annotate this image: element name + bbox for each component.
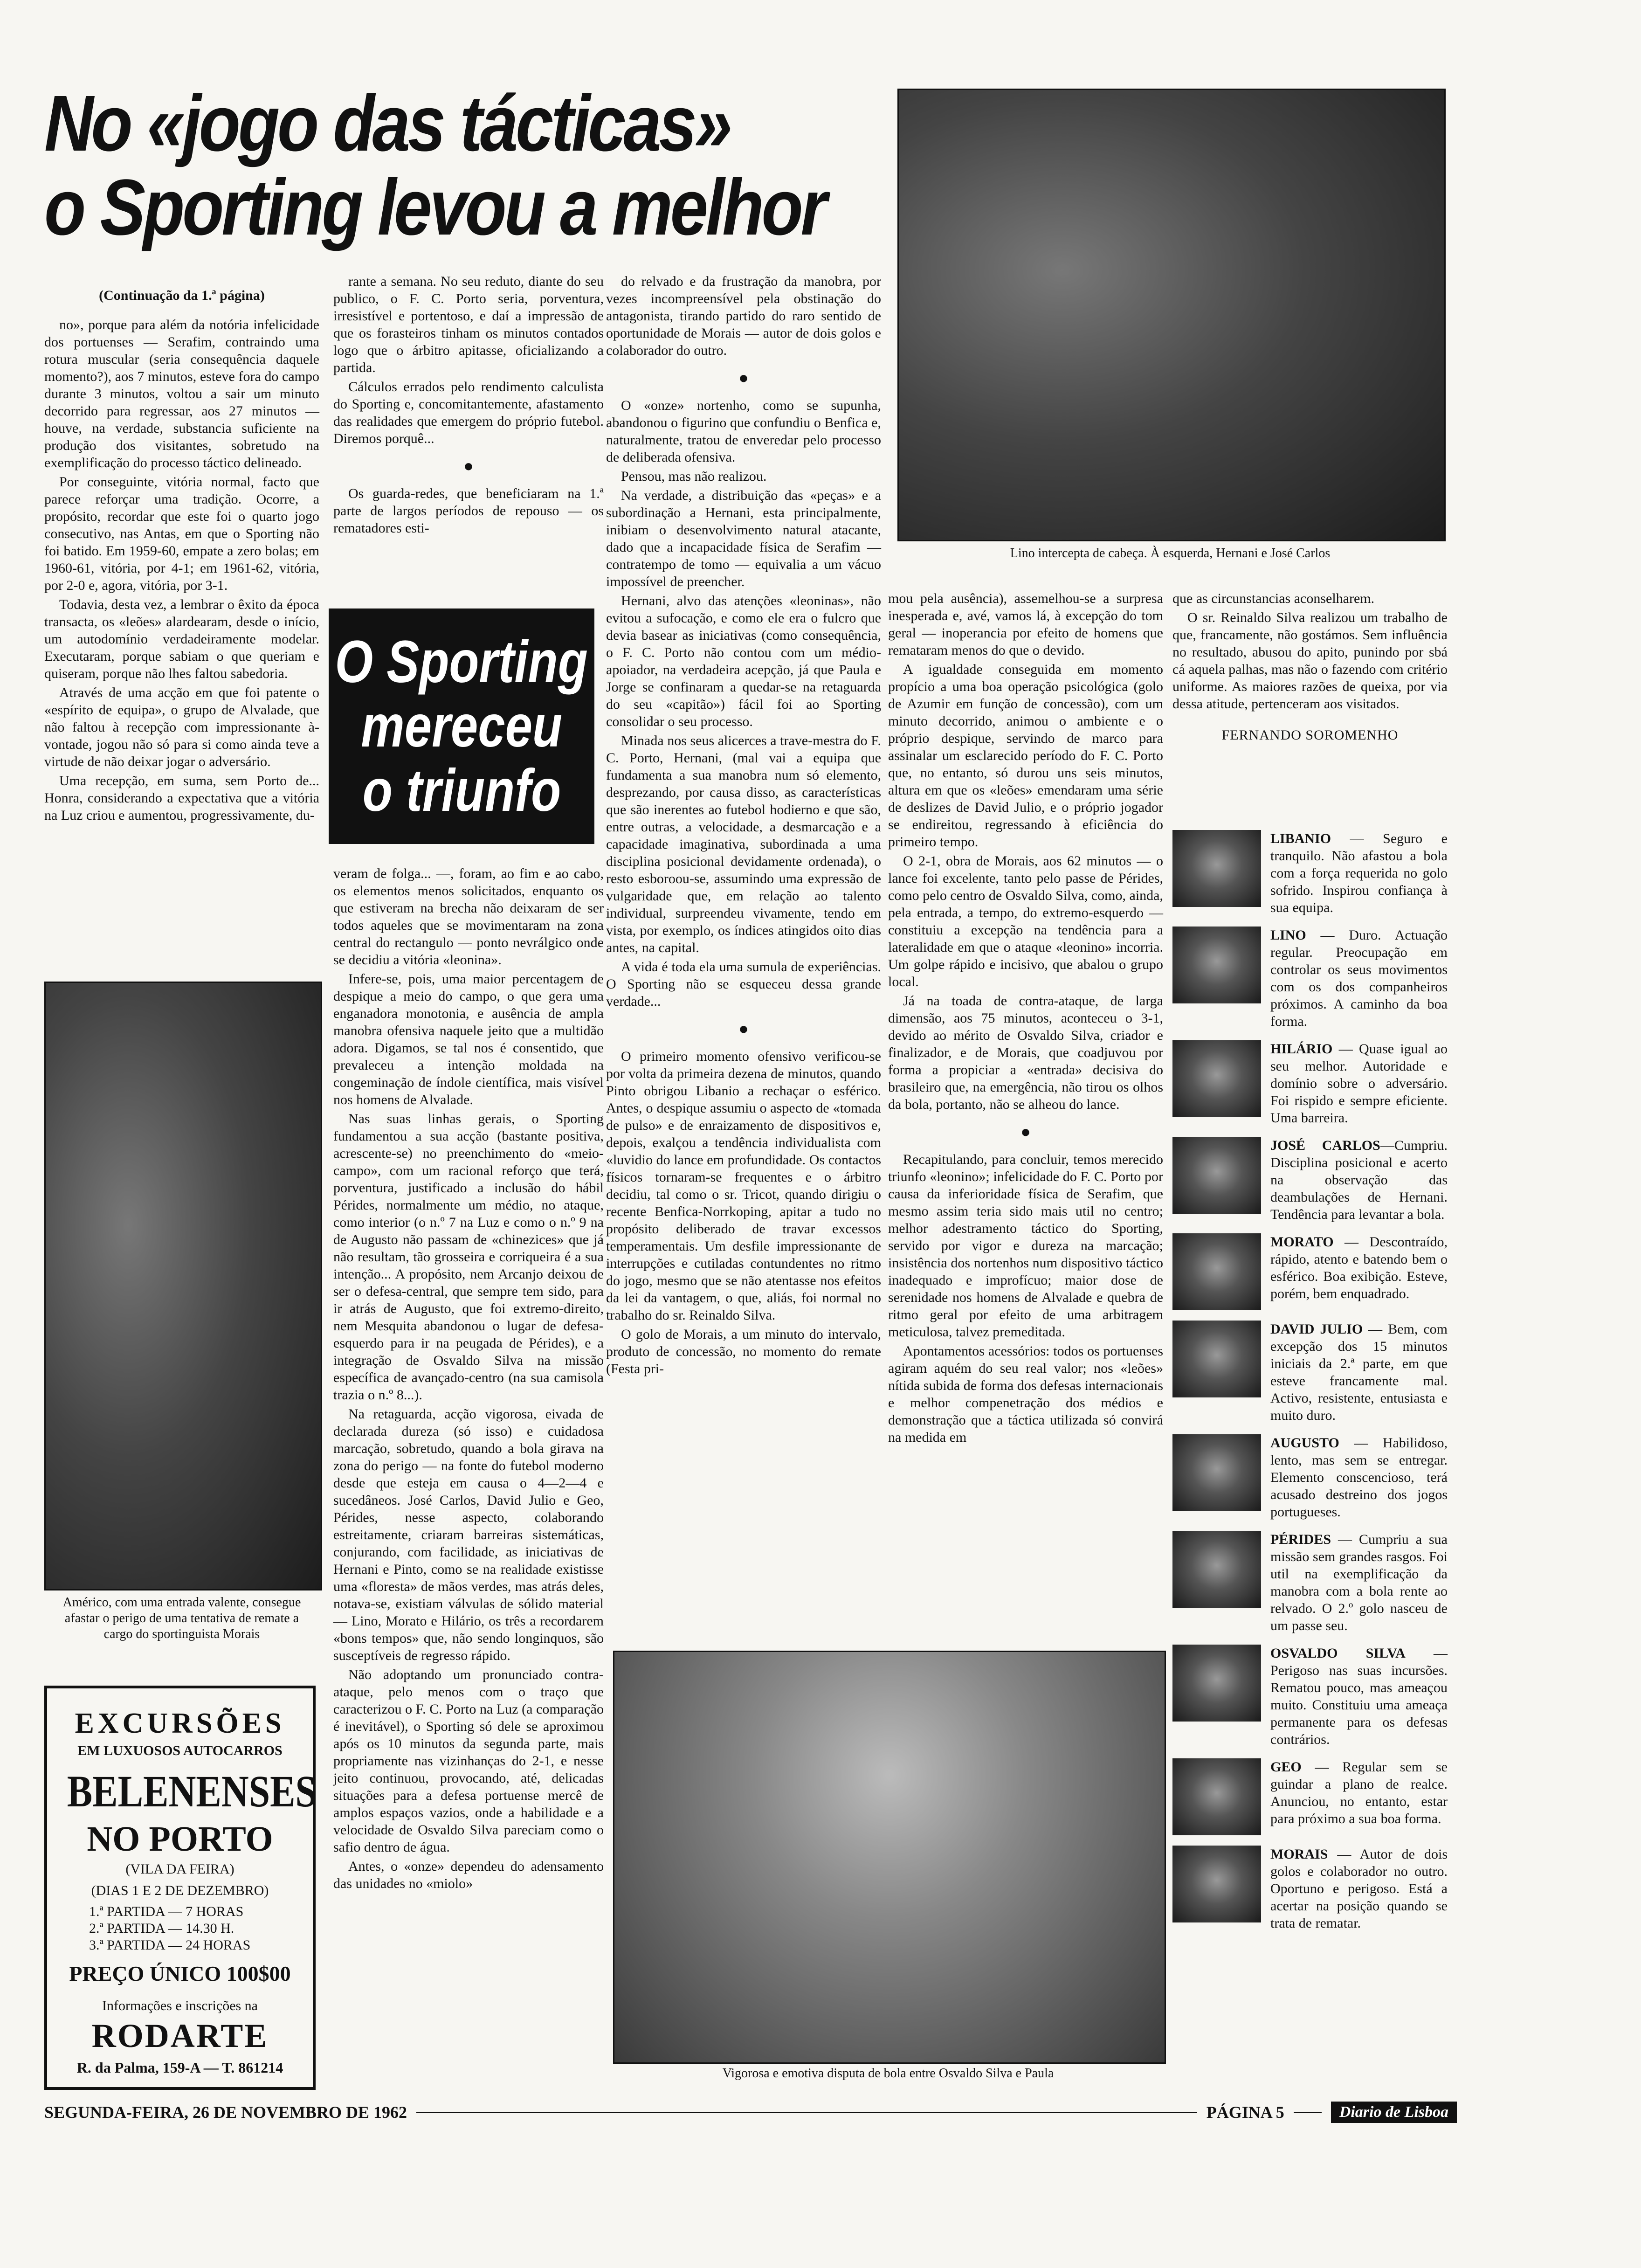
player-name: JOSÉ CARLOS: [1270, 1138, 1380, 1153]
footer-page: PÁGINA 5: [1206, 2103, 1284, 2122]
footer-rule: [1294, 2112, 1322, 2113]
ad-address: R. da Palma, 159-A — T. 861214: [76, 2059, 283, 2076]
article-column-2: [333, 273, 604, 571]
player-ratings: [1172, 830, 1448, 2084]
ad-info: Informações e inscrições na: [102, 1998, 258, 2013]
player-name: OSVALDO SILVA: [1270, 1646, 1406, 1661]
player-entry: [1172, 1137, 1448, 1223]
ad-place: NO PORTO: [87, 1819, 273, 1859]
headline: [44, 79, 825, 252]
section-bullet: ●: [1020, 1122, 1031, 1141]
paragraph: rante a semana. No seu reduto, diante do seu publico, o F. C. Porto seria, porventura, irresistível e portentoso, e daí a impressão de que os forasteiros tinham os minutos contados logo que o árbitro apitasse, oficializando a partida.: [333, 274, 604, 375]
player-entry: [1172, 1758, 1448, 1835]
paragraph: Hernani, alvo das atenções «leoninas», não evitou a sufocação, e como ele era o fulcro que devia basear as iniciativas (como consequência, o F. C. Porto não contou com um médio-apoiador, na verdadeira acepção, já que Paula e Jorge se confinaram a quedar-se na retaguarda do seu «capitão») fácil foi ao Sporting consolidar o seu processo.: [606, 593, 881, 729]
footer-date: SEGUNDA-FEIRA, 26 DE NOVEMBRO DE 1962: [44, 2103, 407, 2122]
player-rating: —Cumpriu. Disciplina posicional e acerto na observação das deambulações de Hernani. Tendência para levantar a bola.: [1270, 1138, 1448, 1222]
player-entry: [1172, 1233, 1448, 1310]
paragraph: Por conseguinte, vitória normal, facto que parece reforçar uma tradição. Ocorre, a propósito, recordar que este foi o quarto jogo consecutivo, nas Antas, em que o Sporting não foi batido. Em 1959-60, empate a zero bolas; em 1960-61, vitória, por 4-1; em 1961-62, vitória, por 2-0 e, agora, vitória, por 3-1.: [44, 474, 319, 593]
paragraph: Não adoptando um pronunciado contra-ataque, pelo menos com o traço que caracterizou o F. C. Porto na Luz (a comparação é inevitável), o Sporting só dele se aproximou após os 10 minutos da segunda parte, mais propriamente nas vizinhanças do 2-1, e nesse jeito continuou, provocando, até, delicadas situações para a defesa portuense mercê de amplos espaços vazios, onde a habilidade e a velocidade de Osvaldo Silva pareciam como o safio dentro de água.: [333, 1667, 604, 1855]
paragraph: Cálculos errados pelo rendimento calculista do Sporting e, concomitantemente, afastamento das realidades que emergem do próprio futebol. Diremos porquê...: [333, 379, 604, 446]
player-name: DAVID JULIO: [1270, 1321, 1363, 1337]
subheadline-line: O Sporting: [335, 628, 588, 695]
section-bullet: ●: [738, 368, 749, 387]
ad-subtitle: EM LUXUOSOS AUTOCARROS: [77, 1743, 283, 1758]
ad-price: PREÇO ÚNICO 100$00: [69, 1962, 291, 1985]
player-name: GEO: [1270, 1759, 1302, 1775]
player-entry: [1172, 1846, 1448, 1932]
player-entry: [1172, 927, 1448, 1030]
footer-rule: [416, 2112, 1197, 2113]
paragraph: Recapitulando, para concluir, temos merecido triunfo «leonino»; infelicidade do F. C. Porto por causa da inferioridade física de Serafim, que mesmo assim teria sido mais util no centro; melhor adestramento táctico do Sporting, servido por vigor e dureza na marcação; insistência dos nortenhos num dispositivo táctico inadequado e improfícuo; maior dose de serenidade nos homens de Alvalade e quebra de ritmo geral por efeito de uma arbitragem meticulosa, talvez premeditada.: [888, 1152, 1163, 1340]
headline-line-1: No «jogo das tácticas»: [44, 79, 730, 168]
footer-masthead: Diario de Lisboa: [1331, 2102, 1457, 2123]
continuation-note: (Continuação da 1.ª página): [99, 288, 265, 303]
player-photo: [1172, 927, 1261, 1003]
player-photo: [1172, 830, 1261, 907]
player-name: PÉRIDES: [1270, 1532, 1331, 1547]
paragraph: O 2-1, obra de Morais, aos 62 minutos — o lance foi excelente, tanto pelo passe de Pérides, como pelo centro de Osvaldo Silva, como, ainda, pela entrada, a tempo, do extremo-esquerdo — constituiu a excepção na tendência para a lateralidade em que o ataque «leonino» incorria. Um golpe rápido e incisivo, que abalou o grupo local.: [888, 853, 1163, 989]
player-rating: — Cumpriu a sua missão sem grandes rasgos. Foi util na exemplificação da manobra com a bola rente ao relvado. O 2.º golo nasceu de um passe seu.: [1270, 1532, 1448, 1633]
player-rating: — Quase igual ao seu melhor. Autoridade e domínio sobre o adversário. Foi rispido e sempre eficiente. Uma barreira.: [1270, 1041, 1448, 1126]
paragraph: O «onze» nortenho, como se supunha, abandonou o figurino que confundiu o Benfica e, naturalmente, tratou de enveredar pelo processo de deliberada ofensiva.: [606, 398, 881, 465]
photo-bottom-caption: Vigorosa e emotiva disputa de bola entre Osvaldo Silva e Paula: [722, 2066, 1054, 2081]
ad-departure: 3.ª PARTIDA — 24 HORAS: [89, 1937, 251, 1953]
player-rating: — Perigoso nas suas incursões. Rematou pouco, mas ameaçou muito. Constituiu uma ameaça permanente para os defesas contrários.: [1270, 1646, 1448, 1747]
player-rating: — Descontraído, rápido, atento e batendo bem o esférico. Boa exibição. Esteve, porém, bem enquadrado.: [1270, 1234, 1448, 1301]
photo-americo: [44, 982, 322, 1590]
paragraph: O primeiro momento ofensivo verificou-se por volta da primeira dezena de minutos, quando Pinto obrigou Libanio a rechaçar o esférico. Antes, o despique assumiu o aspecto de «tomada de pulso» e de enraizamento de dispositivos e, depois, exalçou a tendência individualista com «luvidio do lance em profundidade. Os contactos físicos tornaram-se frequentes e o árbitro decidiu, tal como o sr. Tricot, quando dirigiu o recente Benfica-Norrkoping, apitar a tudo no propósito deliberado de travar excessos temperamentais. Um desfile impressionante de interrupções e cutiladas contundentes no ritmo do jogo, mesmo que se não atentasse nos efeitos da lei da vantagem, o que, aliás, foi normal no trabalho do sr. Reinaldo Silva.: [606, 1049, 881, 1323]
player-photo: [1172, 1758, 1261, 1835]
article-column-4: [888, 590, 1163, 1641]
paragraph: no», porque para além da notória infelicidade dos portuenses — Serafim, contraindo uma rotura muscular (seria consequência daquele momento?), aos 7 minutos, esteve fora do campo durante 3 minutos, voltou a sair um minuto decorrido para regressar, aos 27 minutos — houve, na verdade, substancia suficiente na produção dos visitantes, sobretudo na exemplificação do processo táctico delineado.: [44, 317, 319, 470]
player-name: MORATO: [1270, 1234, 1334, 1250]
subheadline-line: mereceu: [361, 692, 562, 760]
player-entry: [1172, 830, 1448, 916]
player-rating: — Regular sem se guindar a plano de realce. Anunciou, no entanto, estar para próximo a sua boa forma.: [1270, 1759, 1448, 1826]
player-rating: — Duro. Actuação regular. Preocupação em controlar os seus movimentos com os dos companheiros próximos. A caminho da boa forma.: [1270, 927, 1448, 1029]
player-photo: [1172, 1846, 1261, 1922]
author-byline: FERNANDO SOROMENHO: [1221, 727, 1399, 743]
player-rating: — Habilidoso, lento, mas sem se entregar. Elemento conscencioso, terá acusado destreino dos jogos portugueses.: [1270, 1435, 1448, 1520]
player-rating: — Autor de dois golos e colaborador no outro. Oportuno e perigoso. Está a acertar na posição quando se trata de rematar.: [1270, 1846, 1448, 1931]
player-name: LIBANIO: [1270, 831, 1331, 846]
ad-excursoes: [44, 1686, 316, 2090]
article-column-5: [1172, 590, 1448, 832]
player-rating: — Bem, com excepção dos 15 minutos iniciais da 2.ª parte, em que esteve francamente mal. Activo, resistente, entusiasta e muito duro.: [1270, 1321, 1448, 1423]
ad-agency: RODARTE: [91, 2017, 269, 2054]
article-column-2-lower: [333, 865, 604, 2084]
player-entry: [1172, 1040, 1448, 1127]
paragraph: Todavia, desta vez, a lembrar o êxito da época transacta, os «leões» alardearam, desde o início, um autodomínio verdadeiramente modelar. Executaram, porque sabiam o que queriam e quiseram, porque não lhes faltou sabedoria.: [44, 597, 319, 681]
photo-left-caption: Américo, com uma entrada valente, consegue afastar o perigo de uma tentativa de remate a cargo do sportinguista Morais: [62, 1595, 301, 1641]
player-photo: [1172, 1434, 1261, 1511]
player-photo: [1172, 1531, 1261, 1608]
paragraph: Apontamentos acessórios: todos os portuenses agiram aquém do seu real valor; nos «leões» nítida subida de forma dos defesas internacionais e melhor compenetração dos médios e demonstração que a táctica utilizada só convirá na medida em: [888, 1343, 1163, 1445]
player-name: HILÁRIO: [1270, 1041, 1333, 1057]
paragraph: Na verdade, a distribuição das «peças» e a subordinação a Hernani, esta principalmente, inibiam o desenvolvimento natural atacante, dado que a incapacidade física de Serafim — contratempo de tomo — equivalia a um vácuo impossível de preencher.: [606, 488, 881, 589]
paragraph: Antes, o «onze» dependeu do adensamento das unidades no «miolo»: [333, 1859, 604, 1891]
player-entry: [1172, 1645, 1448, 1748]
ad-dates: (DIAS 1 E 2 DE DEZEMBRO): [91, 1883, 269, 1898]
ad-departures: [47, 1903, 313, 1954]
paragraph: Infere-se, pois, uma maior percentagem de despique a meio do campo, o que gera uma enganadora monotonia, e ausência de ampla manobra ofensiva naquele jeito que a multidão adora. Digamos, se tal nos é consentido, que prevaleceu a intenção moldada na congeminação de índole científica, mais visível nos homens de Alvalade.: [333, 971, 604, 1107]
ad-title: EXCURSÕES: [75, 1708, 285, 1739]
paragraph: Pensou, mas não realizou.: [621, 469, 767, 484]
player-entry: [1172, 1531, 1448, 1634]
ad-departure: 2.ª PARTIDA — 14.30 H.: [89, 1921, 234, 1936]
subheadline-box: [329, 608, 594, 844]
article-column-1: [44, 287, 319, 970]
paragraph: O golo de Morais, a um minuto do intervalo, produto de concessão, no momento do remate (Festa pri-: [606, 1327, 881, 1376]
subheadline-line: o triunfo: [362, 757, 561, 824]
ad-departure: 1.ª PARTIDA — 7 HORAS: [89, 1904, 244, 1919]
paragraph: Minada nos seus alicerces a trave-mestra do F. C. Porto, Hernani, (mal vai a equipa que fundamenta a sua manobra num só elemento, desprezando, por causa disso, as características que são inerentes ao futebol hodierno e que são, entre outras, a velocidade, a desmarcação e a capacidade imaginativa, subordinada a uma disciplina posicional devidamente ordenada), o resto esboroou-se, assumindo uma expressão de vulgaridade que, em relação ao talento individual, surpreendeu vivamente, tendo em vista, por exemplo, os índices atingidos oito dias antes, na capital.: [606, 733, 881, 955]
player-photo: [1172, 1233, 1261, 1310]
paragraph: Uma recepção, em suma, sem Porto de... Honra, considerando a expectativa que a vitória na Luz criou e aumentou, progressivamente, du-: [44, 773, 319, 823]
player-name: LINO: [1270, 927, 1306, 943]
paragraph: O sr. Reinaldo Silva realizou um trabalho de que, francamente, não gostámos. Sem influência no resultado, abusou do apito, punindo por sbá cá aquela palhas, mas não o fazendo com critério uniforme. As maiores razões de queixa, por via dessa atitude, pertenceram aos visitados.: [1172, 610, 1448, 712]
paragraph: Através de uma acção em que foi patente o «espírito de equipa», o grupo de Alvalade, que não faltou à recepção com impressionante à-vontade, jogou não só para si como ainda teve a virtude de não deixar jogar o adversário.: [44, 685, 319, 769]
ad-brand: BELENENSES: [67, 1766, 317, 1816]
photo-top-caption: Lino intercepta de cabeça. À esquerda, Hernani e José Carlos: [1010, 546, 1331, 560]
player-entry: [1172, 1321, 1448, 1424]
photo-osvaldo-paula: [613, 1651, 1166, 2064]
paragraph: A vida é toda ela uma sumula de experiências. O Sporting não se esqueceu dessa grande verdade...: [606, 959, 881, 1009]
player-photo: [1172, 1645, 1261, 1722]
paragraph: Os guarda-redes, que beneficiaram na 1.ª parte de largos períodos de repouso — os rematadores esti-: [333, 486, 604, 536]
section-bullet: ●: [463, 456, 474, 475]
player-name: MORAIS: [1270, 1846, 1328, 1862]
article-column-3: [606, 273, 881, 1376]
paragraph: do relvado e da frustração da manobra, por vezes incompreensível pela obstinação do antagonista, tirando partido do raro sentido de oportunidade de Morais — autor de dois golos e colaborador do outro.: [606, 274, 881, 358]
player-photo: [1172, 1040, 1261, 1117]
player-entry: [1172, 1434, 1448, 1521]
player-photo: [1172, 1137, 1261, 1214]
paragraph: Já na toada de contra-ataque, de larga dimensão, aos 75 minutos, aconteceu o 3-1, devido ao mérito de Osvaldo Silva, criador e finalizador, e de Morais, que coadjuvou por forma a propiciar a «entrada» decisiva do brasileiro que, na emergência, não tirou os olhos da bola, portanto, não se alheou do lance.: [888, 993, 1163, 1112]
paragraph: Na retaguarda, acção vigorosa, eivada de declarada dureza (só isso) e cuidadosa marcação, sobretudo, quando a bola girava na zona do perigo — na fonte do futebol moderno desde que esteja em causa o 4—2—4 e sucedâneos. José Carlos, David Julio e Geo, Pérides, nesse aspecto, colaborando estreitamente, criaram barreiras sistemáticas, conjurando, com facilidade, as iniciativas de Hernani e Pinto, como se na realidade existisse uma «floresta» de mãos verdes, mas atrás deles, notava-se, existiam válvulas de sólido material — Lino, Morato e Hilário, os três a recordarem «bons tempos» que, não sendo longinquos, são susceptíveis de regresso rápido.: [333, 1406, 604, 1663]
section-bullet: ●: [738, 1019, 749, 1038]
photo-lino-header: [897, 89, 1446, 541]
paragraph: que as circunstancias aconselharem.: [1172, 591, 1375, 606]
player-name: AUGUSTO: [1270, 1435, 1339, 1451]
headline-line-2: o Sporting levou a melhor: [44, 163, 825, 252]
player-photo: [1172, 1321, 1261, 1397]
page-footer: [44, 2098, 1457, 2126]
ad-place-sub: (VILA DA FEIRA): [125, 1861, 234, 1877]
paragraph: veram de folga... —, foram, ao fim e ao cabo, os elementos menos solicitados, enquanto os que estiveram na brecha não deixaram de ser todos aqueles que se movimentaram na zona central do rectangulo — ponto nevrálgico onde se decidiu a vitória «leonina».: [333, 866, 604, 968]
player-rating: — Seguro e tranquilo. Não afastou a bola com a força requerida no golo sofrido. Inspirou confiança à sua equipa.: [1270, 831, 1448, 915]
paragraph: mou pela ausência), assemelhou-se a surpresa inesperada e, avé, vamos lá, à excepção do tom geral — inoperancia por efeito de homens que remataram menos do que o devido.: [888, 591, 1163, 658]
paragraph: A igualdade conseguida em momento propício a uma boa operação psicológica (golo de Azumir em função de concessão), com um minuto decorrido, animou o ambiente e o próprio despique, servindo de marco para assinalar um esclarecido período do F. C. Porto que, no entanto, só durou uns seis minutos, altura em que os «leões» emendaram uma série de deslizes de David Julio, e o próprio jogador se endireitou, regressando à eficiência do primeiro tempo.: [888, 662, 1163, 850]
paragraph: Nas suas linhas gerais, o Sporting fundamentou a sua acção (bastante positiva, acrescente-se) no preenchimento do «meio-campo», com um racional reforço que terá, porventura, justificado a inclusão do hábil Pérides, normalmente um médio, no ataque, como interior (o n.º 7 na Luz e como o n.º 9 na de Augusto não passam de «chinezices» que já não resultam, tão grosseira e corriqueira é a sua intenção... A propósito, nem Arcanjo deixou de ser o defesa-central, que sempre tem sido, para ir atrás de Augusto, que foi extremo-direito, nem Mesquita abandonou o lugar de defesa-esquerdo para ir na peugada de Pérides), e a integração de Osvaldo Silva na missão específica de avançado-centro (na sua camisola trazia o n.º 8...).: [333, 1111, 604, 1403]
